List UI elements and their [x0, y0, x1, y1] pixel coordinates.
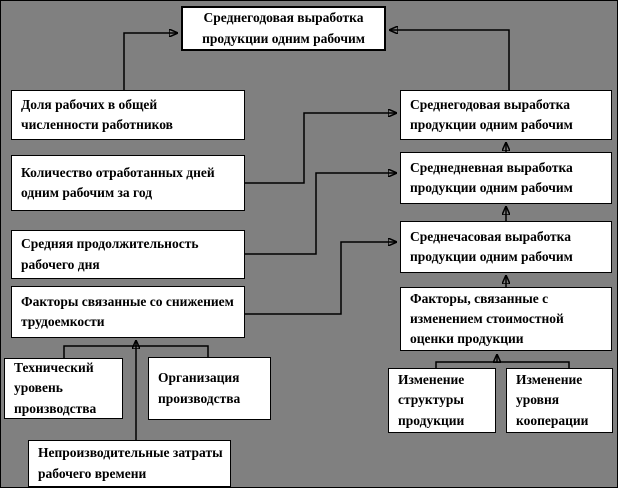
node-days-worked	[11, 155, 245, 211]
node-label: Факторы, связанные с изменением стоимостной оценки продукции	[410, 290, 564, 347]
node-top-annual-output	[181, 6, 386, 51]
node-label: Среднедневная выработка продукции одним рабочим	[410, 159, 573, 195]
connector-workers-share-to-top	[124, 33, 178, 90]
node-production-organization	[148, 357, 271, 420]
connector-days-worked-to-annual	[245, 113, 397, 183]
node-label: Количество отработанных дней одним рабочим за год	[21, 164, 215, 200]
node-label: Факторы связанные со снижением трудоемкости	[21, 293, 234, 329]
node-hourly-output-worker	[400, 221, 612, 273]
connector-annual-output-to-top	[389, 30, 509, 90]
node-label: Организация производства	[158, 370, 241, 406]
node-daily-output-worker	[400, 152, 612, 204]
node-label: Доля рабочих в общей численности работников	[21, 96, 173, 132]
node-label: Изменение структуры продукции	[398, 372, 465, 428]
node-label: Среднегодовая выработка продукции одним рабочим	[202, 10, 365, 46]
node-label: Технический уровень производства	[14, 360, 97, 416]
node-labor-intensity-factors	[11, 286, 245, 338]
node-annual-output-worker	[400, 90, 612, 140]
connector-labor-factors-to-hourly	[245, 242, 397, 314]
node-label: Среднегодовая выработка продукции одним рабочим	[410, 96, 573, 132]
node-label: Средняя продолжительность рабочего дня	[21, 236, 199, 272]
node-valuation-factors	[400, 287, 612, 351]
node-workers-share	[11, 90, 245, 140]
node-unproductive-time	[28, 440, 231, 487]
node-label: Изменение уровня кооперации	[516, 372, 589, 428]
node-product-structure-change	[388, 368, 496, 433]
node-label: Среднечасовая выработка продукции одним рабочим	[410, 228, 573, 264]
node-cooperation-level-change	[506, 368, 613, 433]
node-workday-length	[11, 230, 245, 279]
node-technical-level	[4, 358, 123, 419]
node-label: Непроизводительные затраты рабочего времени	[38, 445, 223, 481]
connector-workday-length-to-daily	[245, 173, 397, 254]
